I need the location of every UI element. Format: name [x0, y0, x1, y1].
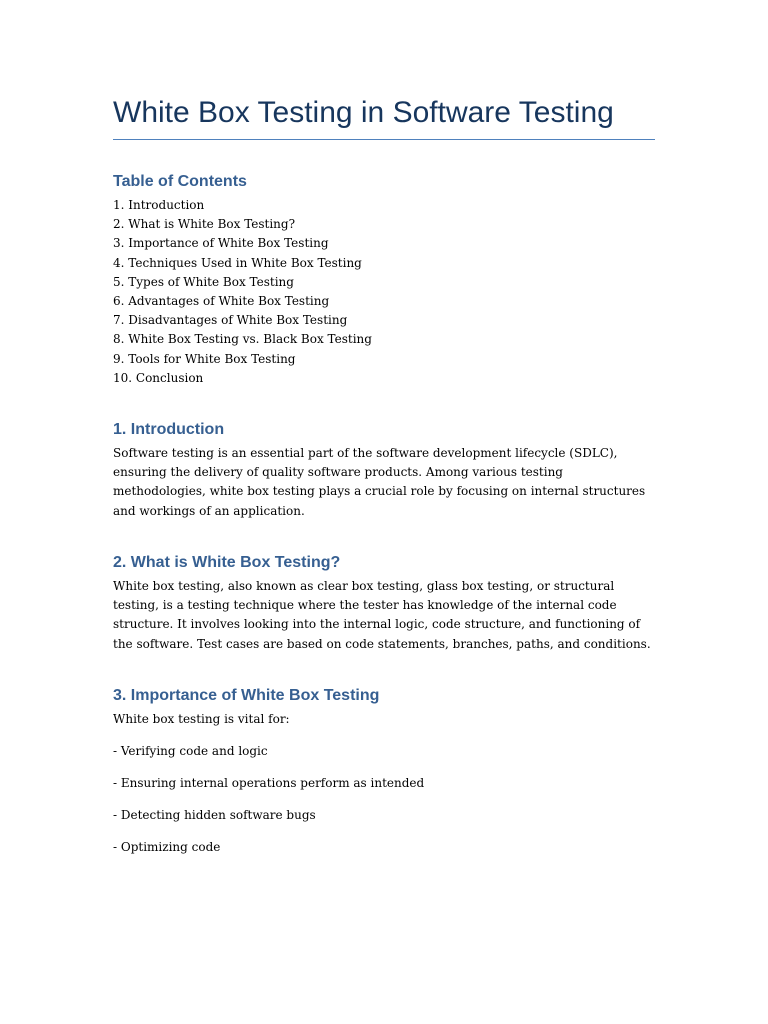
importance-bullet: - Ensuring internal operations perform as intended — [113, 776, 425, 790]
section-heading-introduction: 1. Introduction — [113, 421, 225, 438]
toc-list — [113, 196, 372, 388]
toc-item: 6. Advantages of White Box Testing — [113, 294, 330, 309]
importance-bullet: - Optimizing code — [113, 840, 221, 854]
toc-item: 1. Introduction — [113, 198, 205, 212]
toc-item: 8. White Box Testing vs. Black Box Testing — [113, 332, 372, 347]
toc-item: 3. Importance of White Box Testing — [113, 236, 329, 251]
what-is-paragraph: White box testing, also known as clear box testing, glass box testing, or structural testing, is a testing technique where the tester has knowledge of the internal code structure. It involves looking into the internal logic, code structure, and functioning of the software. Test cases are based on code statements, branches, paths, and conditions. — [113, 579, 651, 651]
importance-bullet: - Detecting hidden software bugs — [113, 808, 316, 822]
introduction-paragraph: Software testing is an essential part of the software development lifecycle (SDLC), ensuring the delivery of quality software products. Among various testing methodologies, white box testing plays a crucial role by focusing on internal structures and workings of an application. — [113, 446, 646, 518]
title-underline — [113, 139, 655, 140]
toc-item: 5. Types of White Box Testing — [113, 274, 294, 289]
toc-heading: Table of Contents — [113, 173, 247, 190]
toc-item: 2. What is White Box Testing? — [113, 217, 296, 232]
importance-bullet: - Verifying code and logic — [113, 744, 268, 758]
toc-item: 10. Conclusion — [113, 370, 204, 385]
toc-item: 7. Disadvantages of White Box Testing — [113, 313, 348, 328]
toc-item: 9. Tools for White Box Testing — [113, 351, 296, 366]
toc-item: 4. Techniques Used in White Box Testing — [113, 255, 362, 270]
importance-intro: White box testing is vital for: — [113, 712, 290, 726]
document-title: White Box Testing in Software Testing — [113, 96, 614, 129]
section-heading-importance: 3. Importance of White Box Testing — [113, 687, 380, 704]
section-heading-what-is: 2. What is White Box Testing? — [113, 554, 341, 571]
